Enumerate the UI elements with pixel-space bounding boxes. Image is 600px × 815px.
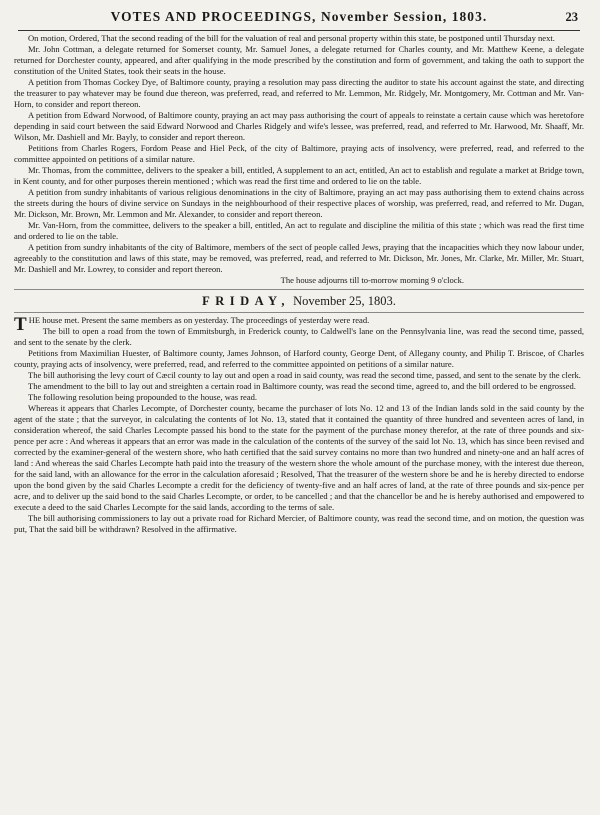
proceedings-section-1 (14, 33, 584, 275)
paragraph: Mr. Thomas, from the committee, delivers to the speaker a bill, entitled, A supplement to an act, entitled, An act to establish and regulate a market at Bridge town, in Kent county, and for other purposes therein mentioned ; which was read the first time and ordered to lie on the table. (14, 165, 584, 186)
paragraph: On motion, Ordered, That the second reading of the bill for the valuation of real and personal property within this state, be postponed until Thursday next. (28, 33, 555, 43)
proceedings-section-2 (14, 326, 584, 535)
paragraph: A petition from sundry inhabitants of the city of Baltimore, members of the sect of people called Jews, praying that the incapacities which they now labour under, agreeably to the constitution and laws of this state, may be removed, was preferred, read, and referred to Mr. Dickson, Mr. Jones, Mr. Clarke, Mr. Miller, Mr. Stuart, Mr. Dashiell and Mr. Lowrey, to consider and report thereon. (14, 242, 584, 274)
page-number: 23 (565, 10, 578, 24)
paragraph: A petition from Thomas Cockey Dye, of Baltimore county, praying a resolution may pass directing the auditor to state his account against the state, and directing the treasurer to pay whatever may be found due thereon, was preferred, read, and referred to Mr. Lemmon, Mr. Ridgely, Mr. Montgomery, Mr. Cottman and Mr. Van-Horn, to consider and report thereon. (14, 77, 584, 109)
paragraph: A petition from sundry inhabitants of various religious denominations in the city of Baltimore, praying an act may pass authorising them to extend chains across the streets during the hours of divine service on Sundays in the neighbourhood of their respective places of worship, was preferred, read, and referred to Mr. Dugan, Mr. Dickson, Mr. Brown, Mr. Lemmon and Mr. Alexander, to consider and report thereon. (14, 187, 584, 219)
header-title: VOTES AND PROCEEDINGS, November Session, 1803. (110, 9, 488, 24)
day-heading (14, 289, 584, 313)
paragraph: The bill to open a road from the town of Emmitsburgh, in Frederick county, to Caldwell's lane on the Pennsylvania line, was read the second time, passed, and sent to the senate by the clerk. (14, 326, 584, 347)
running-header (18, 6, 580, 31)
paragraph: Mr. John Cottman, a delegate returned for Somerset county, Mr. Samuel Jones, a delegate returned for Charles county, and Mr. Matthew Keene, a delegate returned for Dorchester county, appeared, and after qualifying in the mode prescribed by the constitution and form of government, and taking the oath to support the constitution of the United States, took their seats in the house. (14, 44, 584, 76)
paragraph: Petitions from Maximilian Huester, of Baltimore county, James Johnson, of Harford county, George Dent, of Allegany county, and Philip T. Briscoe, of Charles county, praying acts of insolvency, were preferred, read, and referred to the committee appointed on petitions of a similar nature. (14, 348, 584, 369)
paragraph: The bill authorising the levy court of Cæcil county to lay out and open a road in said county, was read the second time, passed, and sent to the senate by the clerk. (28, 370, 581, 380)
drop-cap: T (14, 314, 27, 335)
paragraph: Mr. Van-Horn, from the committee, delivers to the speaker a bill, entitled, An act to regulate and discipline the militia of this state ; which was read the first time and ordered to lie on the table. (14, 220, 584, 241)
day-date: November 25, 1803. (293, 294, 396, 308)
paragraph: A petition from Edward Norwood, of Baltimore county, praying an act may pass authorising the court of appeals to reinstate a certain cause which was heretofore depending in said court between the said Edward Norwood and Charles Ridgely and wife's lessee, was preferred, read, and referred to Mr. Harwood, Mr. Shaaff, Mr. Wilson, Mr. Dashiell and Mr. Bayly, to consider and report thereon. (14, 110, 584, 142)
paragraph: Petitions from Charles Rogers, Fordom Pease and Hiel Peck, of the city of Baltimore, praying acts of insolvency, were preferred, read, and referred to the committee appointed on petitions of a similar nature. (14, 143, 584, 164)
paragraph: Whereas it appears that Charles Lecompte, of Dorchester county, became the purchaser of lots No. 12 and 13 of the Indian lands sold in the said county by the agent of the state ; that the surveyor, in calculating the contents of lot No. 13, stated that it contained the quantity of three hundred and seventeen acres of land, in consideration whereof, the said Charles Lecompte passed his bond to the state for the payment of the purchase money therefor, at the rate of three pounds and six-pence per acre : And whereas it appears that an error was made in the calculation of the contents of the survey of the said lot No. 13, which has since been revised and corrected by the examiner-general of the western shore, who hath certified that the said survey contains no more than two hundred and ninety-one and an half acres of land : And whereas the said Charles Lecompte hath paid into the treasury of the western shore the whole amount of the purchase money, with the interest due thereon, for the said land, with an allowance for the error in the calculation aforesaid ; Resolved, That the treasurer of the western shore be and he is hereby directed to endorse upon the bond given by the said Charles Lecompte a credit for the deficiency of twenty-five and an half acres of land, at the rate of three pounds and six-pence per acre, and to deliver up the said bond to the said Charles Lecompte, or order, to be cancelled ; and that the chancellor be and he is hereby authorised and empowered to execute a deed to the said Charles Lecompte for the said lands, according to the terms of sale. (14, 403, 584, 512)
paragraph: The amendment to the bill to lay out and streighten a certain road in Baltimore county, was read the second time, agreed to, and the bill ordered to be engrossed. (28, 381, 576, 391)
adjournment-line: The house adjourns till to-morrow morning 9 o'clock. (280, 275, 464, 285)
opening-text: HE house met. Present the same members as on yesterday. The proceedings of yesterday were read. (28, 315, 370, 325)
paragraph: The following resolution being propounded to the house, was read. (28, 392, 258, 402)
opening-paragraph (14, 314, 584, 335)
paragraph: The bill authorising commissioners to lay out a private road for Richard Mercier, of Baltimore county, was read the second time, and on motion, the question was put, That the said bill be withdrawn? Resolved in the affirmative. (14, 513, 584, 534)
document-body (14, 33, 584, 535)
day-name: FRIDAY, (202, 294, 291, 308)
